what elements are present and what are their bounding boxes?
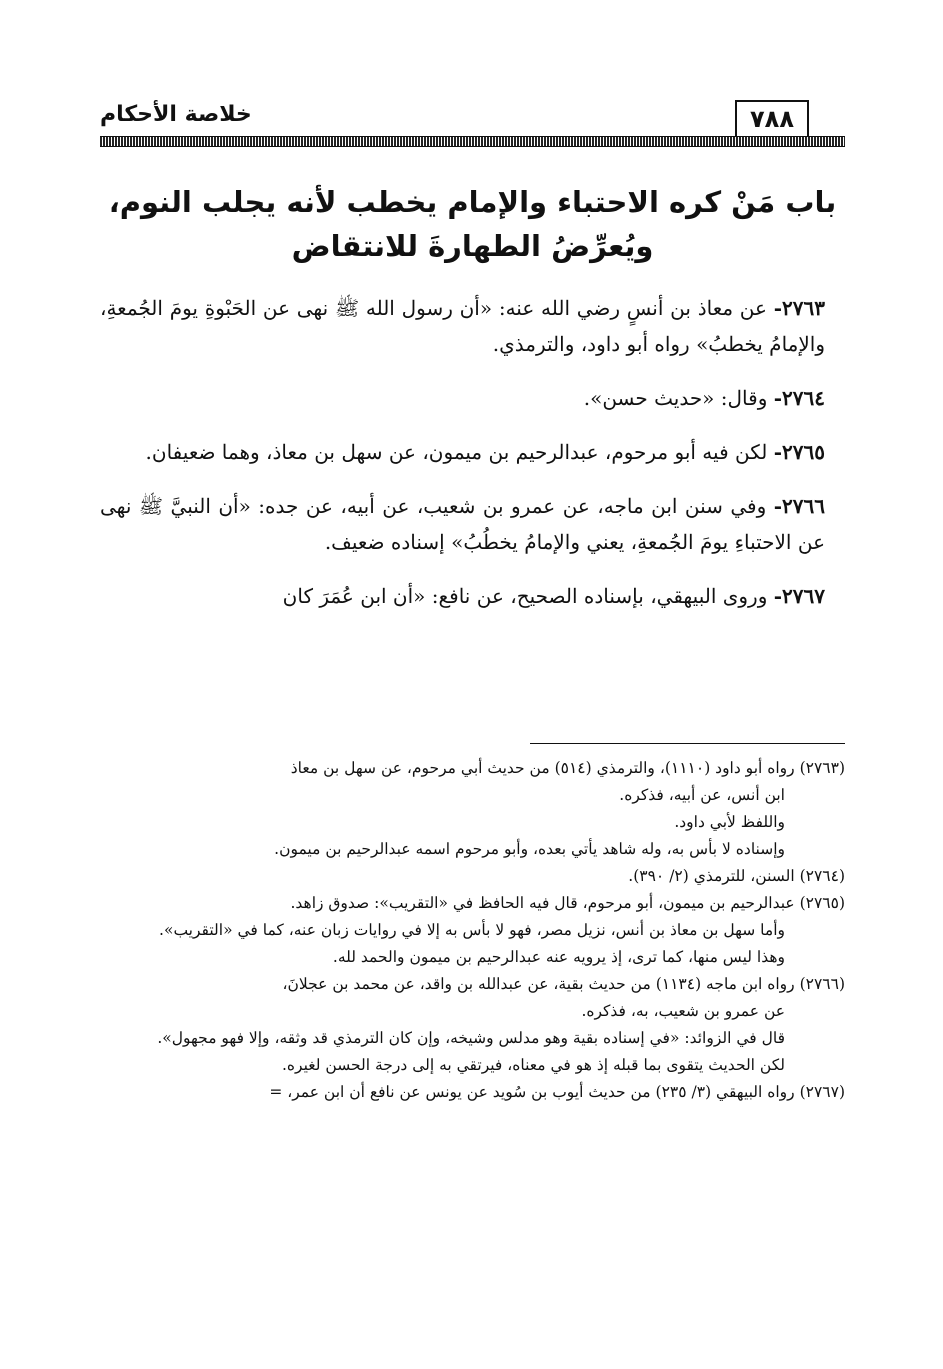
- page-number: ٧٨٨: [735, 100, 809, 138]
- hadith-number: ٢٧٦٧-: [773, 584, 825, 608]
- hadith-text: عن معاذ بن أنسٍ رضي الله عنه: «أن رسول الله ﷺ نهى عن الحَبْوةِ يومَ الجُمعةِ، والإمامُ يخطبُ» رواه أبو داود، والترمذي.: [100, 296, 825, 356]
- footnote-line: (٢٧٦٧) رواه البيهقي (٣/ ٢٣٥) من حديث أيوب بن سُويد عن يونس عن نافع أن ابن عمر، =: [269, 1083, 845, 1101]
- hadith-number: ٢٧٦٦-: [773, 494, 825, 518]
- footnote-separator: [530, 743, 845, 744]
- hadith-text: لكن فيه أبو مرحوم، عبدالرحيم بن ميمون، عن سهل بن معاذ، وهما ضعيفان.: [145, 440, 768, 464]
- hadith-number: ٢٧٦٥-: [773, 440, 825, 464]
- footnote-line: (٢٧٦٤) السنن، للترمذي (٢/ ٣٩٠).: [628, 867, 845, 885]
- hadith-number: ٢٧٦٤-: [773, 386, 825, 410]
- hadith-text: وقال: «حديث حسن».: [583, 386, 768, 410]
- main-text: [100, 290, 825, 632]
- chapter-title-line-1: باب مَنْ كره الاحتباء والإمام يخطب لأنه يجلب النوم،: [108, 185, 837, 219]
- hadith-number: ٢٧٦٣-: [773, 296, 825, 320]
- hadith-text: وروى البيهقي، بإسناده الصحيح، عن نافع: «أن ابن عُمَرَ كان: [282, 584, 768, 608]
- footnote-line: ابن أنس، عن أبيه، فذكره.: [619, 786, 785, 804]
- footnote-line: واللفظ لأبي داود.: [674, 813, 785, 831]
- hadith-paragraph: [100, 578, 825, 614]
- hadith-paragraph: [100, 434, 825, 470]
- footnote-line: قال في الزوائد: «في إسناده بقية وهو مدلس وشيخه، وإن كان الترمذي قد وثقه، وإلا فهو مجهول».: [157, 1029, 785, 1047]
- footnote-line: (٢٧٦٣) رواه أبو داود (١١١٠)، والترمذي (٥١٤) من حديث أبي مرحوم، عن سهل بن معاذ: [290, 759, 845, 777]
- chapter-title-line-2: ويُعرِّضُ الطهارةَ للانتقاض: [291, 229, 654, 263]
- footnotes: [100, 755, 845, 1106]
- footnote-line: وأما سهل بن معاذ بن أنس، نزيل مصر، فهو لا بأس به إلا في روايات زبان عنه، كما في «التقريب».: [159, 921, 785, 939]
- chapter-title: [100, 180, 845, 268]
- page-header: [100, 100, 845, 160]
- hadith-text: وفي سنن ابن ماجه، عن عمرو بن شعيب، عن أبيه، عن جده: «أن النبيَّ ﷺ نهى عن الاحتباءِ يومَ الجُمعةِ، يعني والإمامُ يخطُبُ» إسناده ضعيف.: [100, 494, 825, 554]
- hadith-paragraph: [100, 380, 825, 416]
- header-rule: [100, 136, 845, 147]
- footnote-line: وهذا ليس منها، كما ترى، إذ يرويه عنه عبدالرحيم بن ميمون والحمد لله.: [332, 948, 785, 966]
- footnote-line: (٢٧٦٦) رواه ابن ماجه (١١٣٤) من حديث بقية، عن عبدالله بن واقد، عن محمد بن عجلانَ،: [282, 975, 845, 993]
- footnote-line: (٢٧٦٥) عبدالرحيم بن ميمون، أبو مرحوم، قال فيه الحافظ في «التقريب»: صدوق زاهد.: [290, 894, 845, 912]
- footnote-line: وإسناده لا بأس به، وله شاهد يأتي بعده، وأبو مرحوم اسمه عبدالرحيم بن ميمون.: [274, 840, 785, 858]
- hadith-paragraph: [100, 488, 825, 560]
- footnote-line: لكن الحديث يتقوى بما قبله إذ هو في معناه، فيرتقي به إلى درجة الحسن لغيره.: [282, 1056, 785, 1074]
- hadith-paragraph: [100, 290, 825, 362]
- footnote-line: عن عمرو بن شعيب، به، فذكره.: [581, 1002, 785, 1020]
- book-title: خلاصة الأحكام: [100, 102, 252, 127]
